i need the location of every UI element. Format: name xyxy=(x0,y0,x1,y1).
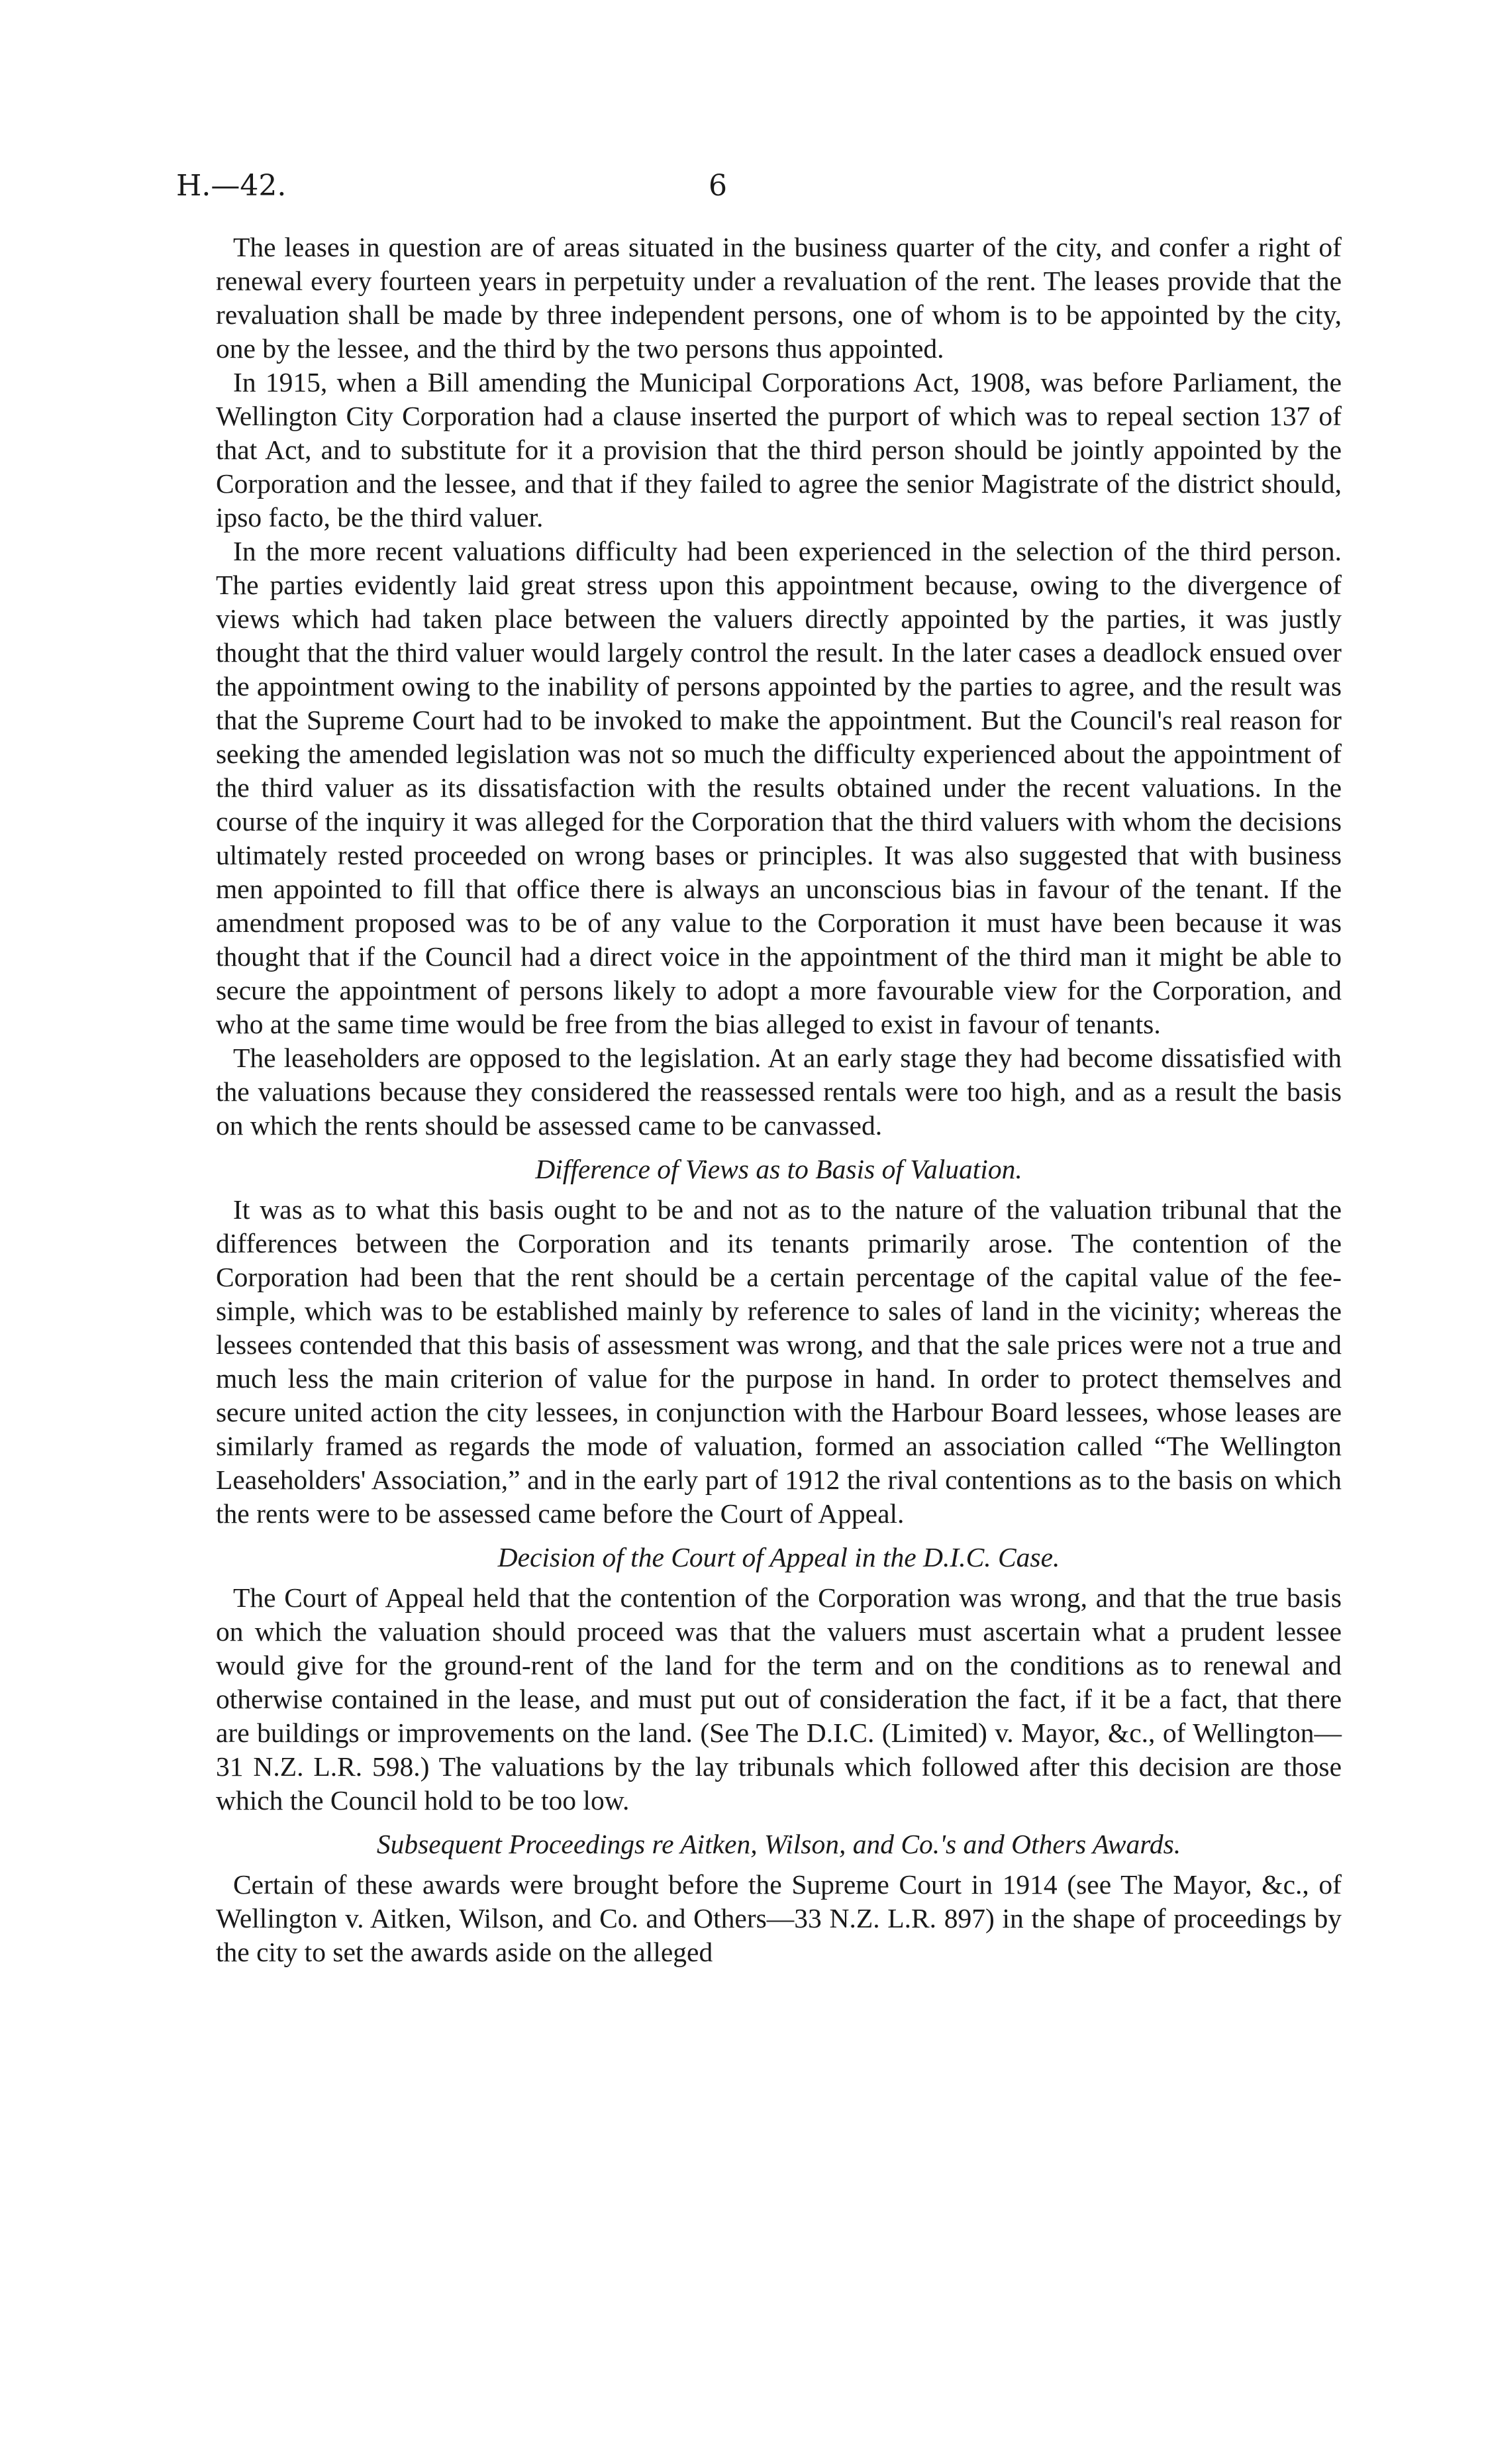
paragraph: The leaseholders are opposed to the legislation. At an early stage they had become dissatisfied with the valuations because they considered the reassessed rentals were too high, and as a result the basis on which the rents should be assessed came to be canvassed. xyxy=(216,1043,1342,1141)
document-reference: H.—42. xyxy=(176,169,287,203)
paragraph: The Court of Appeal held that the contention of the Corporation was wrong, and that the true basis on which the valuation should proceed was that the valuers must ascertain what a prudent lessee would give for the ground-rent of the land for the term and on the conditions as to renewal and otherwise contained in the lease, and must put out of consideration the fact, if it be a fact, that there are buildings or improvements on the land. (See The D.I.C. (Limited) v. Mayor, &c., of Wellington—31 N.Z. L.R. 598.) The valuations by the lay tribunals which followed after this decision are those which the Council hold to be too low. xyxy=(216,1582,1342,1816)
section-heading: Difference of Views as to Basis of Valuation. xyxy=(535,1154,1022,1184)
paragraph: In the more recent valuations difficulty had been experienced in the selection of the third person. The parties evidently laid great stress upon this appointment because, owing to the divergence of views which had taken place between the valuers directly appointed by the parties, it was justly thought that the third valuer would largely control the result. In the later cases a deadlock ensued over the appointment owing to the inability of persons appointed by the parties to agree, and the result was that the Supreme Court had to be invoked to make the appointment. But the Council's real reason for seeking the amended legislation was not so much the difficulty experienced about the appointment of the third valuer as its dissatisfaction with the results obtained under the recent valuations. In the course of the inquiry it was alleged for the Corporation that the third valuers with whom the decisions ultimately rested proceeded on wrong bases or principles. It was also suggested that with business men appointed to fill that office there is always an unconscious bias in favour of the tenant. If the amendment proposed was to be of any value to the Corporation it must have been because it was thought that if the Council had a direct voice in the appointment of the third man it might be able to secure the appointment of persons likely to adopt a more favourable view for the Corporation, and who at the same time would be free from the bias alleged to exist in favour of tenants. xyxy=(216,536,1342,1039)
paragraph: In 1915, when a Bill amending the Municipal Corporations Act, 1908, was before Parliament, the Wellington City Corporation had a clause inserted the purport of which was to repeal section 137 of that Act, and to substitute for it a provision that the third person should be jointly appointed by the Corporation and the lessee, and that if they failed to agree the senior Magistrate of the district should, ipso facto, be the third valuer. xyxy=(216,367,1342,533)
section-heading: Decision of the Court of Appeal in the D.I.C. Case. xyxy=(497,1542,1060,1572)
section-heading: Subsequent Proceedings re Aitken, Wilson, and Co.'s and Others Awards. xyxy=(376,1829,1181,1859)
page-number: 6 xyxy=(709,169,727,203)
paragraph: Certain of these awards were brought before the Supreme Court in 1914 (see The Mayor, &c., of Wellington v. Aitken, Wilson, and Co. and Others—33 N.Z. L.R. 897) in the shape of proceedings by the city to set the awards aside on the alleged xyxy=(216,1869,1342,1967)
document-body xyxy=(216,231,1342,1969)
paragraph: The leases in question are of areas situated in the business quarter of the city, and confer a right of renewal every fourteen years in perpetuity under a revaluation of the rent. The leases provide that the revaluation shall be made by three independent persons, one of whom is to be appointed by the city, one by the lessee, and the third by the two persons thus appointed. xyxy=(216,232,1342,364)
paragraph: It was as to what this basis ought to be and not as to the nature of the valuation tribunal that the differences between the Corporation and its tenants primarily arose. The contention of the Corporation had been that the rent should be a certain percentage of the capital value of the fee-simple, which was to be established mainly by reference to sales of land in the vicinity; whereas the lessees contended that this basis of assessment was wrong, and that the sale prices were not a true and much less the main criterion of value for the purpose in hand. In order to protect themselves and secure united action the city lessees, in conjunction with the Harbour Board lessees, whose leases are similarly framed as regards the mode of valuation, formed an association called “The Wellington Leaseholders' Association,” and in the early part of 1912 the rival contentions as to the basis on which the rents were to be assessed came before the Court of Appeal. xyxy=(216,1194,1342,1529)
